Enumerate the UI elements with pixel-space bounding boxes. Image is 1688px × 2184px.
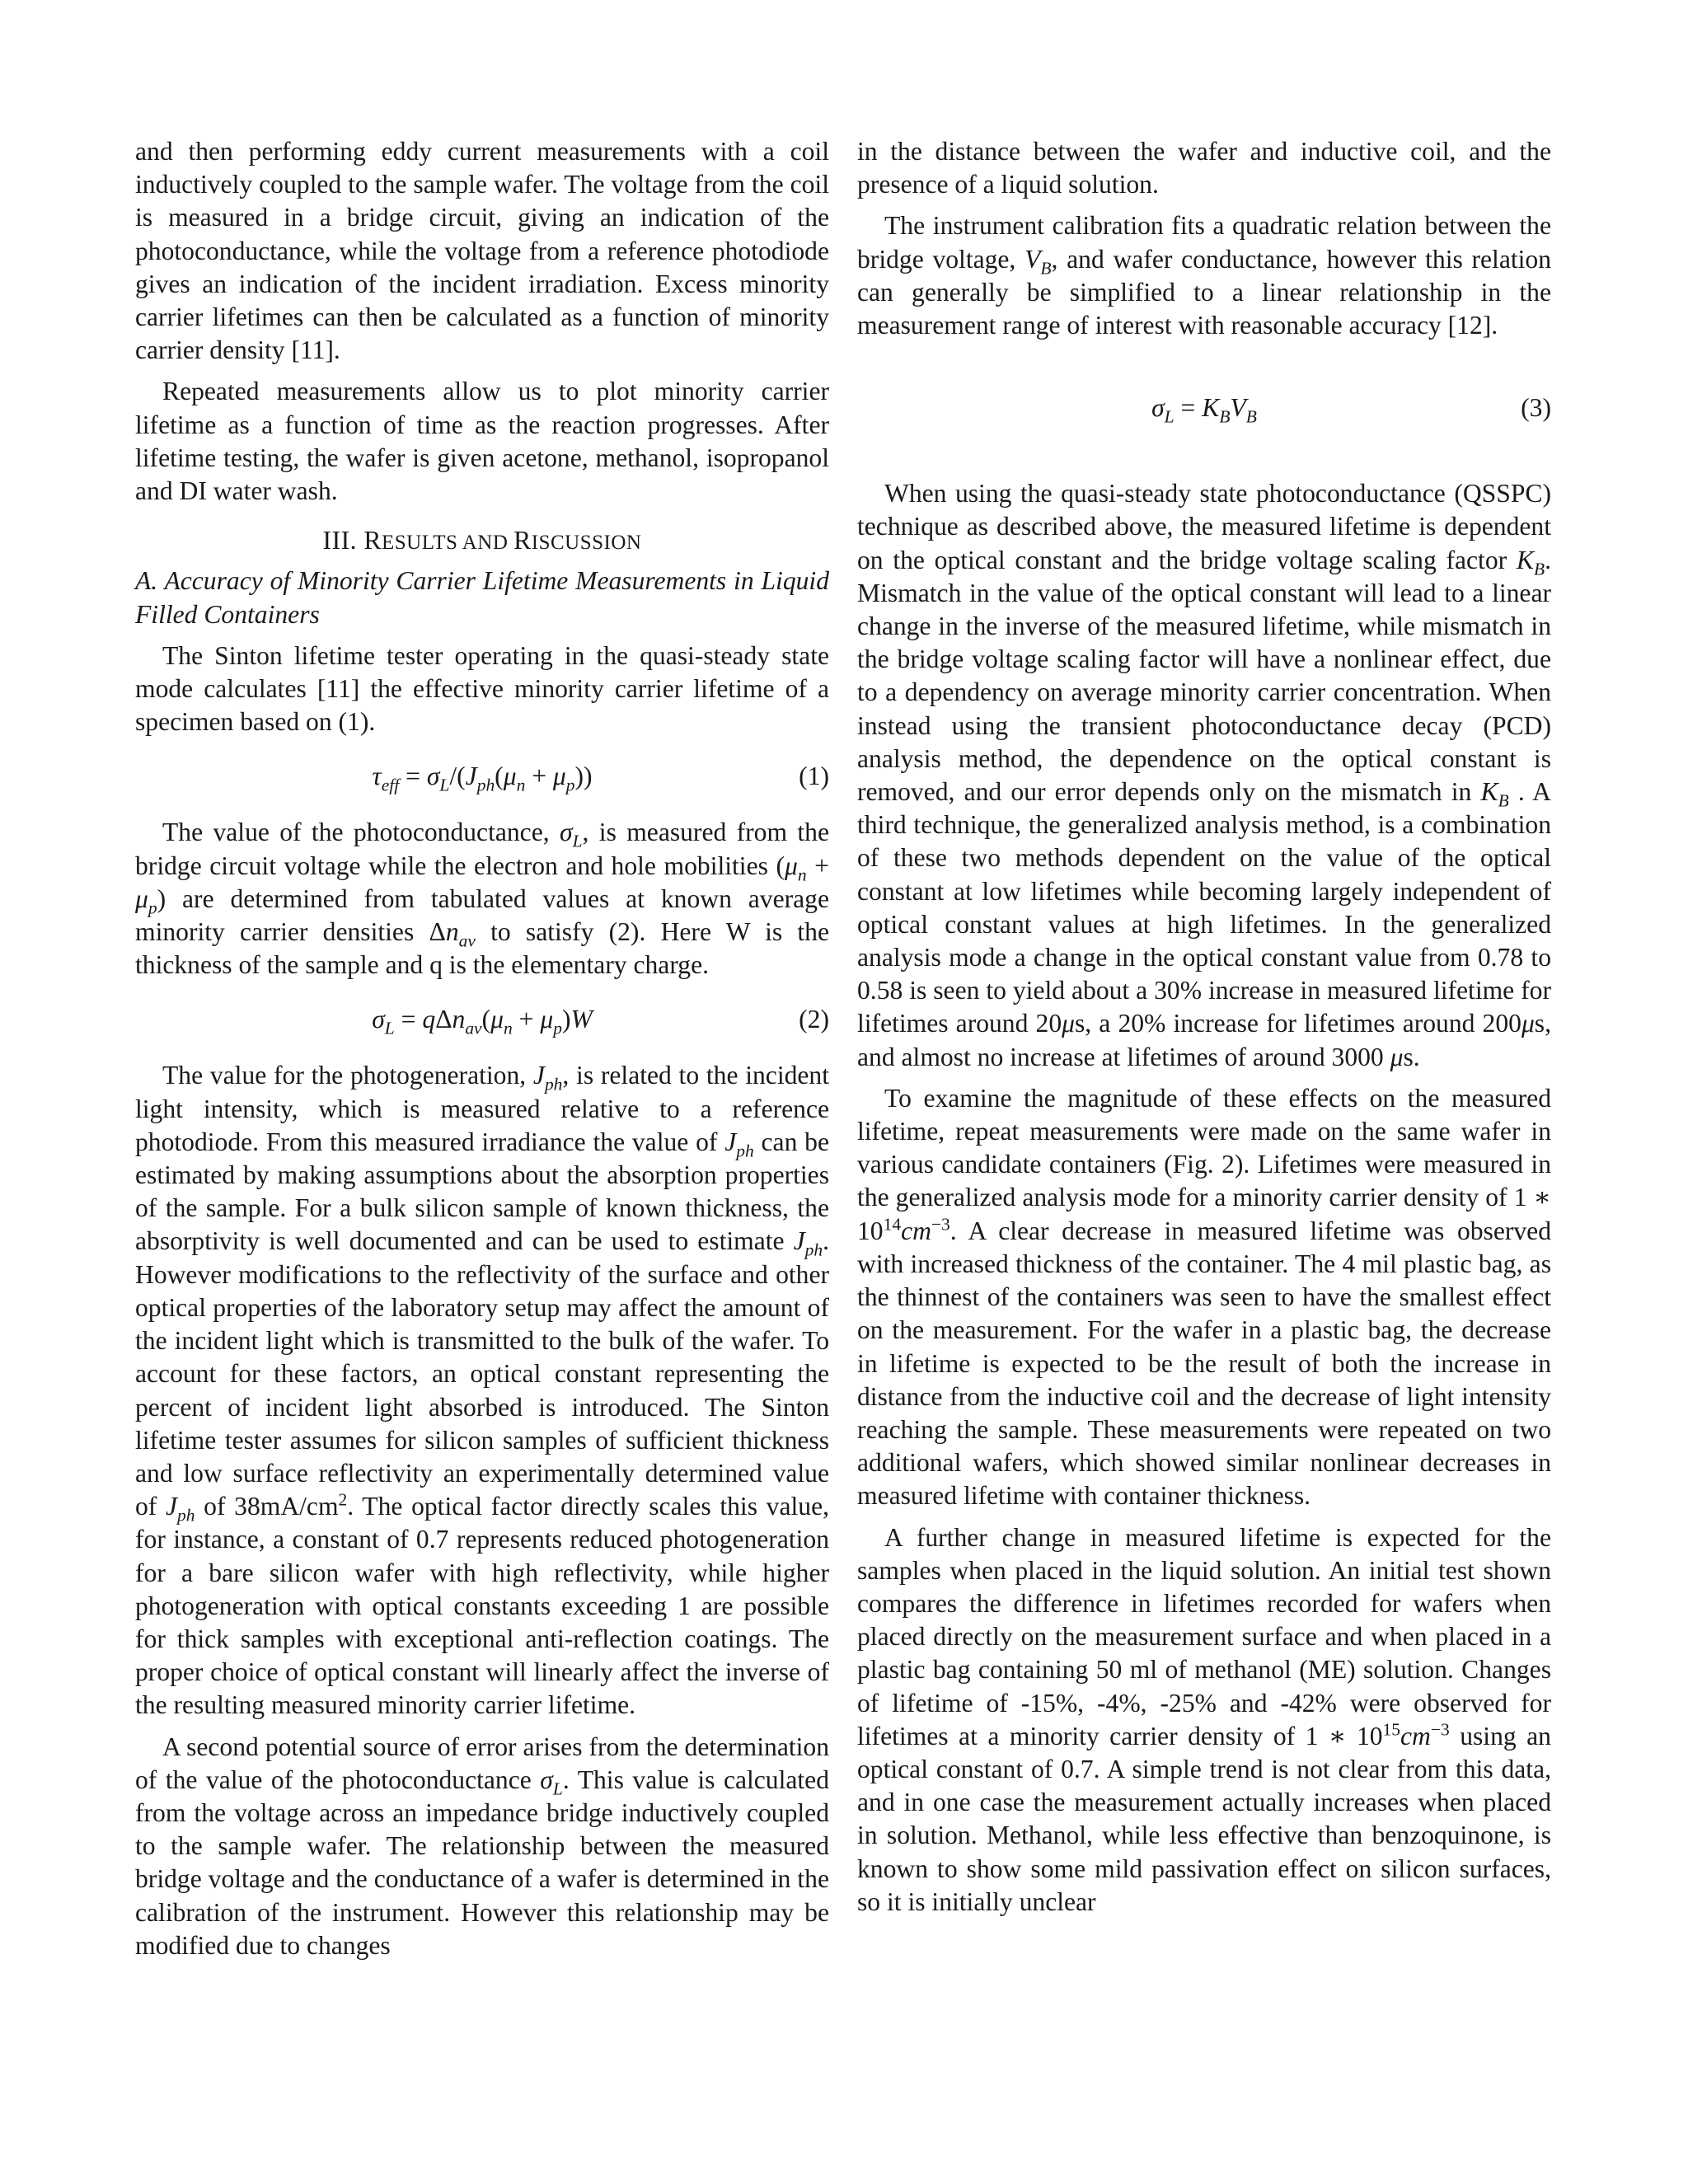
paragraph-examine: To examine the magnitude of these effects on the measured lifetime, repeat measurements were made on the same wafer in various candidate containers (Fig. 2). Lifetimes were measured in the generalized analysis mode for a minority carrier density of 1 ∗ $10^{14}cm^{-3}$. A clear decrease in measured lifetime was observed with increased thickness of the container. The 4 mil plastic bag, as the thinnest of the containers was seen to have the smallest effect on the measurement. For the wafer in a plastic bag, the decrease in lifetime is expected to be the result of both the increase in distance from the inductive coil and the decrease of light intensity reaching the sample. These measurements were repeated on two additional wafers, which showed similar nonlinear decreases in measured lifetime with container thickness. xyxy=(857,1083,1552,1511)
paragraph-qsspc: When using the quasi-steady state photoconductance (QSSPC) technique as described above, the measured lifetime is dependent on the optical constant and the bridge voltage scaling factor $K_B$. Mismatch in the value of the optical constant will lead to a linear change in the inverse of the measured lifetime, while mismatch in the bridge voltage scaling factor will have a nonlinear effect, due to a dependency on average minority carrier concentration. When instead using the transient photoconductance decay (PCD) analysis method, the dependence on the optical constant is removed, and our error depends only on the mismatch in $K_B$ . A third technique, the generalized analysis method, is a combination of these two methods dependent on the value of the optical constant at low lifetimes while becoming largely independent of optical constant values at high lifetimes. In the generalized analysis mode a change in the optical constant value from 0.78 to 0.58 is seen to yield about a 30% increase in measured lifetime for lifetimes around 20μs, a 20% increase for lifetimes around 200μs, and almost no increase at lifetimes of around 3000 μs. xyxy=(857,479,1551,1071)
equation-2: $\sigma_L = q\Delta n_{av}(\mu_n + \mu_p)W$ (2) xyxy=(372,1005,829,1038)
section-heading: III. RESULTS AND RISCUSSION xyxy=(322,526,642,555)
paragraph-second-error-source: A second potential source of error arises from the determination of the value of the photoconductance $\sigma_L$. This value is calculated from the voltage across an impedance bridge inductively coupled to the sample wafer. The relationship between the measured bridge voltage and the conductance of a wafer is determined in the calibration of the instrument. However this relationship may be modified due to changes xyxy=(135,1732,830,1960)
paragraph-repeated-measurements: Repeated measurements allow us to plot minority carrier lifetime as a function of time as the reaction progresses. After lifetime testing, the wafer is given acetone, methanol, isopropanol and DI water wash. xyxy=(135,377,829,506)
paragraph-intro: and then performing eddy current measurements with a coil inductively coupled to the sample wafer. The voltage from the coil is measured in a bridge circuit, giving an indication of the photoconductance, while the voltage from a reference photodiode gives an indication of the incident irradiation. Excess minority carrier lifetimes can then be calculated as a function of minority carrier density [11]. xyxy=(135,137,829,365)
paragraph-continued: in the distance between the wafer and inductive coil, and the presence of a liquid solution. xyxy=(857,137,1551,199)
subsection-heading: A. Accuracy of Minority Carrier Lifetime Measurements in Liquid Filled Containers xyxy=(135,566,829,629)
left-column xyxy=(135,135,829,1971)
paragraph-photogeneration: The value for the photogeneration, $J_{ph}$, is related to the incident light intensity, which is measured relative to a reference photodiode. From this measured irradiance the value of $J_{ph}$ can be estimated by making assumptions about the absorption properties of the sample. For a bulk silicon sample of known thickness, the absorptivity is well documented and can be used to estimate $J_{ph}$. However modifications to the reflectivity of the surface and other optical properties of the laboratory setup may affect the amount of the incident light which is transmitted to the bulk of the wafer. To account for these factors, an optical constant representing the percent of incident light absorbed is introduced. The Sinton lifetime tester assumes for silicon samples of sufficient thickness and low surface reflectivity an experimentally determined value of $J_{ph}$ of $38mA/cm^2$. The optical factor directly scales this value, for instance, a constant of 0.7 represents reduced photogeneration for a bare silicon wafer with high reflectivity, while higher photogeneration with optical constants exceeding 1 are possible for thick samples with exceptional anti-reflection coatings. The proper choice of optical constant will linearly affect the inverse of the resulting measured minority carrier lifetime. xyxy=(135,1061,830,1720)
right-column xyxy=(857,135,1551,1927)
paragraph-further-change: A further change in measured lifetime is expected for the samples when placed in the liquid solution. An initial test shown compares the difference in lifetimes recorded for wafers when placed directly on the measurement surface and when placed in a plastic bag containing 50 ml of methanol (ME) solution. Changes of lifetime of -15%, -4%, -25% and -42% were observed for lifetimes at a minority carrier density of 1 ∗ $10^{15}cm^{-3}$ using an optical constant of 0.7. A simple trend is not clear from this data, and in one case the measurement actually increases when placed in solution. Methanol, while less effective than benzoquinone, is known to show some mild passivation effect on silicon surfaces, so it is initially unclear xyxy=(857,1522,1551,1916)
paragraph-sinton: The Sinton lifetime tester operating in the quasi-steady state mode calculates [11] the effective minority carrier lifetime of a specimen based on (1). xyxy=(135,640,829,737)
equation-2-number: (2) xyxy=(799,1005,829,1034)
equation-3-number: (3) xyxy=(1521,393,1551,423)
equation-1-number: (1) xyxy=(799,762,829,791)
equation-1: $\tau_{eff} = \sigma_L/(J_{ph}(\mu_n + \mu_p))$ (1) xyxy=(372,762,829,795)
paragraph-photoconductance: The value of the photoconductance, $\sigma_L$, is measured from the bridge circuit voltage while the electron and hole mobilities $(\mu_n + \mu_p)$ are determined from tabulated values at known average minority carrier densities $\Delta n_{av}$ to satisfy (2). Here W is the thickness of the sample and q is the elementary charge. xyxy=(135,818,830,980)
paragraph-calibration: The instrument calibration fits a quadratic relation between the bridge voltage, $V_B$, and wafer conductance, however this relation can generally be simplified to a linear relationship in the measurement range of interest with reasonable accuracy [12]. xyxy=(857,211,1552,340)
equation-3: $\sigma_L = K_BV_B$ (3) xyxy=(1151,393,1551,427)
